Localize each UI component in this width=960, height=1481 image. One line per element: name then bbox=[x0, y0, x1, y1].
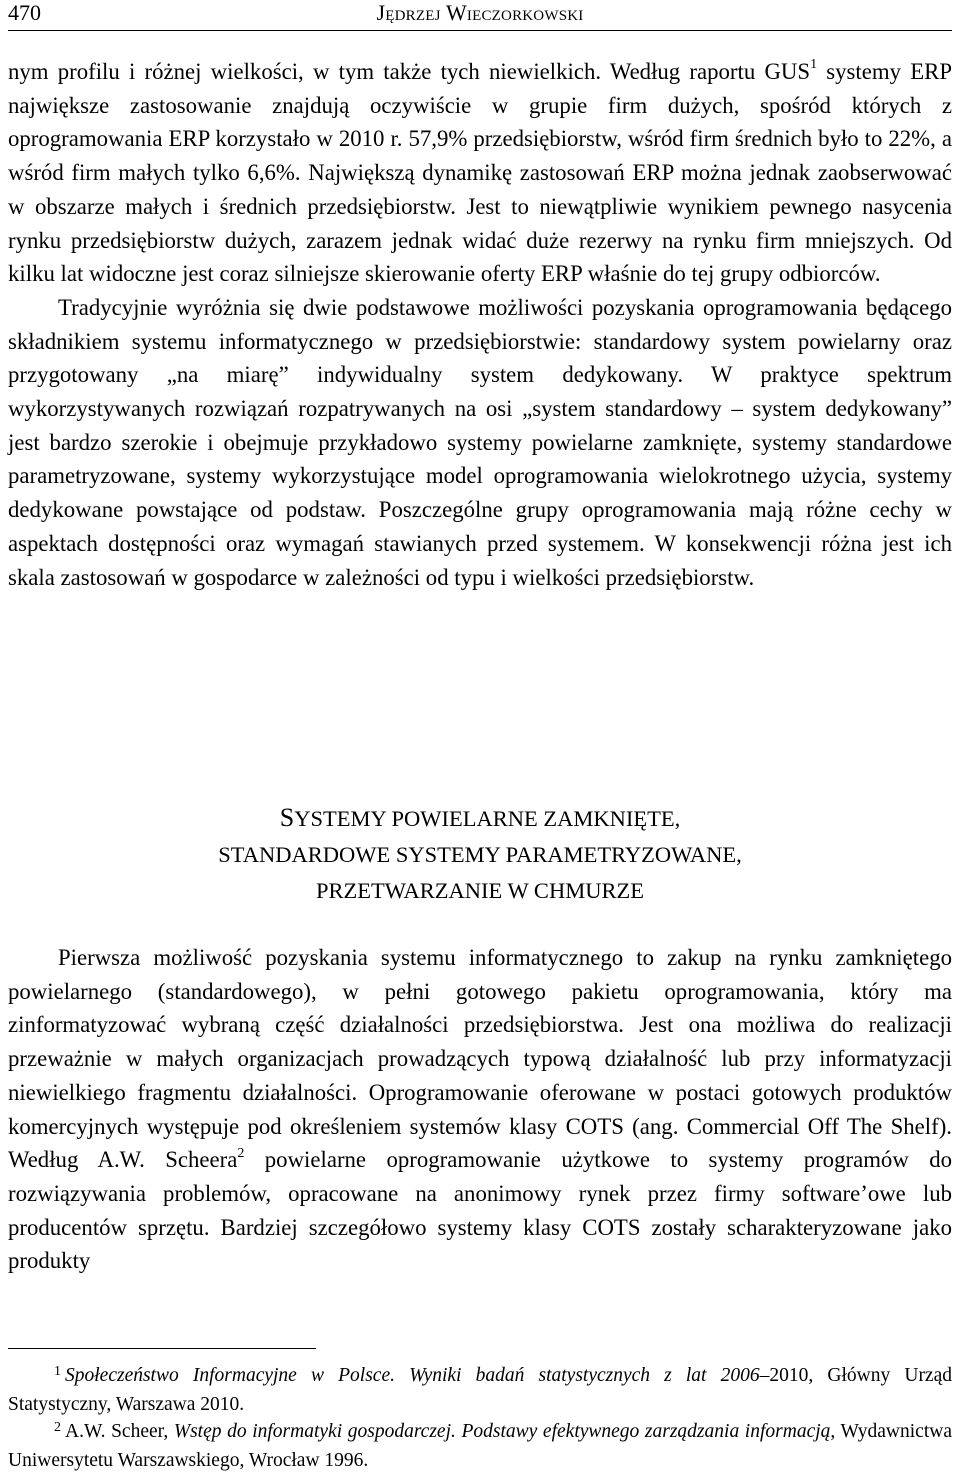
page-header bbox=[8, 0, 952, 30]
footnote-ref-1: 1 bbox=[810, 57, 818, 73]
paragraph-3 bbox=[8, 941, 952, 1278]
paragraph-1 bbox=[8, 55, 952, 291]
paragraph-1-text-b: systemy ERP największe zastosowanie znajdują oczywiście w grupie firm dużych, spośród których z oprogramowania ERP korzystało w 2010 r. 57,9% przedsiębiorstw, wśród firm średnich było to 22%, a wśród firm małych tylko 6,6%. Największą dynamikę zastosowań ERP można jednak zaobserwować w obszarze małych i średnich przedsiębiorstw. Jest to niewątpliwie wynikiem pewnego nasycenia rynku przedsiębiorstw dużych, zarazem jednak widać duże rezerwy na rynku firm mniejszych. Od kilku lat widoczne jest coraz silniejsze skierowanie oferty ERP właśnie do tej grupy odbiorców. bbox=[8, 59, 953, 287]
section-heading bbox=[0, 800, 960, 909]
footnote-1-rest: –2010, Główny Urząd Statystyczny, Warszawa 2010. bbox=[8, 1365, 952, 1415]
footnote-rule bbox=[8, 1348, 316, 1349]
header-rule bbox=[8, 30, 952, 31]
running-head-author: Jędrzej Wieczorkowski bbox=[376, 0, 584, 25]
paragraph-1-text-a: nym profilu i różnej wielkości, w tym także tych niewielkich. Według raportu GUS bbox=[8, 59, 811, 84]
footnote-ref-2: 2 bbox=[237, 1145, 245, 1161]
section-heading-line-2: STANDARDOWE SYSTEMY PARAMETRYZOWANE, bbox=[218, 842, 742, 867]
footnote-1-number: 1 bbox=[54, 1364, 61, 1379]
footnote-2-title: Wstęp do informatyki gospodarczej. Podstawy efektywnego zarządzania informacją bbox=[173, 1421, 831, 1442]
paragraph-3-text-a: Pierwsza możliwość pozyskania systemu informatycznego to zakup na rynku zamkniętego powielarnego (standardowego), w pełni gotowego pakietu oprogramowania, który ma zinformatyzować wybraną część działalności przedsiębiorstwa. Jest ona możliwa do realizacji przeważnie w małych organizacjach prowadzących typową działalność lub przy informatyzacji niewielkiego fragmentu działalności. Oprogramowanie oferowane w postaci gotowych produktów komercyjnych występuje pod określeniem systemów klasy COTS (ang. Commercial Off The Shelf). Według A.W. Scheera bbox=[8, 945, 952, 1173]
footnote-2-author: A.W. Scheer, bbox=[65, 1421, 174, 1442]
body-text-block-1 bbox=[8, 55, 952, 594]
section-heading-line-1: SYSTEMY POWIELARNE ZAMKNIĘTE, bbox=[279, 803, 681, 832]
footnote-2 bbox=[8, 1418, 952, 1474]
footnote-1-title: Społeczeństwo Informacyjne w Polsce. Wyniki badań statystycznych z lat 2006 bbox=[65, 1365, 760, 1386]
section-heading-line-3: PRZETWARZANIE W CHMURZE bbox=[316, 878, 644, 903]
paragraph-3-text-b: powielarne oprogramowanie użytkowe to systemy programów do rozwiązywania problemów, opracowane na anonimowy rynek przez firmy software’owe lub producentów sprzętu. Bardziej szczegółowo systemy klasy COTS zostały scharakteryzowane jako produkty bbox=[8, 1147, 952, 1274]
footnote-2-rest: , Wydawnictwa Uniwersytetu Warszawskiego, Wrocław 1996. bbox=[8, 1421, 952, 1471]
body-text-block-2 bbox=[8, 941, 952, 1278]
page-number: 470 bbox=[8, 0, 41, 25]
paragraph-2: Tradycyjnie wyróżnia się dwie podstawowe możliwości pozyskania oprogramowania będącego składnikiem systemu informatycznego w przedsiębiorstwie: standardowy system powielarny oraz przygotowany „na miarę” indywidualny system dedykowany. W praktyce spektrum wykorzystywanych rozwiązań rozpatrywanych na osi „system standardowy – system dedykowany” jest bardzo szerokie i obejmuje przykładowo systemy powielarne zamknięte, systemy standardowe parametryzowane, systemy wykorzystujące model oprogramowania wielokrotnego użycia, systemy dedykowane powstające od podstaw. Poszczególne grupy oprogramowania mają różne cechy w aspektach dostępności oraz wymagań stawianych przed systemem. W konsekwencji różna jest ich skala zastosowań w gospodarce w zależności od typu i wielkości przedsiębiorstw. bbox=[8, 294, 952, 590]
footnotes bbox=[8, 1362, 952, 1474]
footnote-2-number: 2 bbox=[54, 1420, 61, 1435]
footnote-1 bbox=[8, 1362, 952, 1418]
